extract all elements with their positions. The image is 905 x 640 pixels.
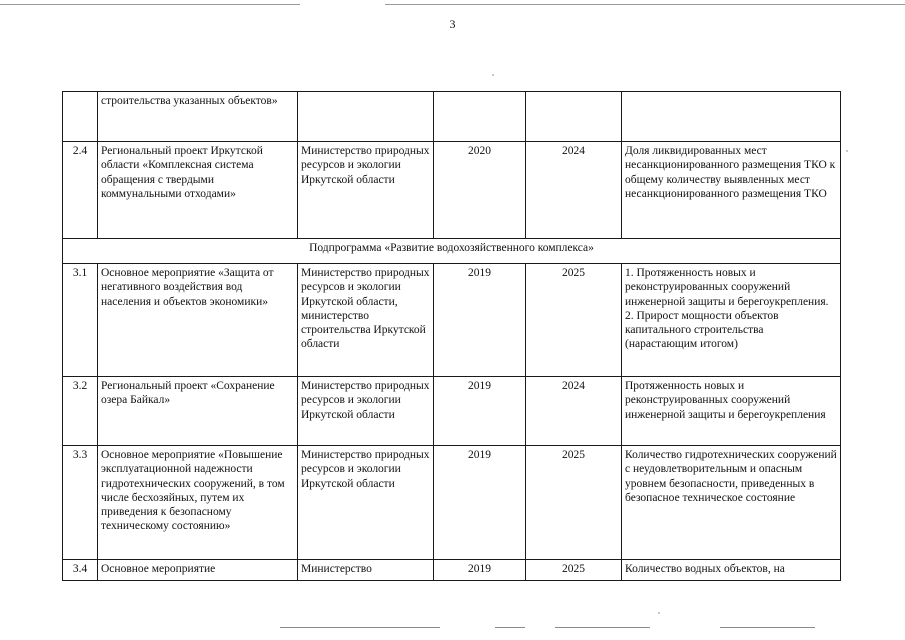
activity-name-cell: строительства указанных объектов» <box>98 92 298 142</box>
row-number-cell: 2.4 <box>63 142 98 239</box>
table-row <box>63 142 841 239</box>
start-year-cell: 2019 <box>434 264 526 377</box>
start-year-cell: 2019 <box>434 377 526 446</box>
result-cell <box>622 92 841 142</box>
subprogram-title: Подпрограмма «Развитие водохозяйственного комплекса» <box>63 239 841 264</box>
activity-name-cell: Основное мероприятие <box>98 560 298 581</box>
row-number-cell: 3.1 <box>63 264 98 377</box>
scan-line-bottom <box>555 627 650 628</box>
activity-name-cell: Региональный проект Иркутской области «Комплексная система обращения с твердыми коммунальными отходами» <box>98 142 298 239</box>
start-year-cell: 2020 <box>434 142 526 239</box>
end-year-cell: 2025 <box>526 560 622 581</box>
activity-name-cell: Региональный проект «Сохранение озера Байкал» <box>98 377 298 446</box>
scan-line-bottom <box>495 627 525 628</box>
table-row <box>63 264 841 377</box>
page-number: 3 <box>449 17 456 31</box>
start-year-cell: 2019 <box>434 446 526 560</box>
responsible-cell: Министерство природных ресурсов и экологии Иркутской области <box>298 142 434 239</box>
end-year-cell <box>526 92 622 142</box>
activity-name-cell: Основное мероприятие «Защита от негативного воздействия вод населения и объектов экономики» <box>98 264 298 377</box>
table-row <box>63 92 841 142</box>
scan-line-bottom <box>720 627 815 628</box>
responsible-cell: Министерство природных ресурсов и экологии Иркутской области <box>298 446 434 560</box>
end-year-cell: 2024 <box>526 142 622 239</box>
end-year-cell: 2025 <box>526 264 622 377</box>
start-year-cell <box>434 92 526 142</box>
activity-name-cell: Основное мероприятие «Повышение эксплуатационной надежности гидротехнических сооружений, в том числе бесхозяйных, путем их приведения к безопасному техническому состоянию» <box>98 446 298 560</box>
scan-speck <box>658 612 660 614</box>
row-number-cell <box>63 92 98 142</box>
result-cell: Количество водных объектов, на <box>622 560 841 581</box>
scan-line-top-right <box>385 4 905 5</box>
program-table <box>62 91 841 581</box>
row-number-cell: 3.4 <box>63 560 98 581</box>
result-line: 1. Протяженность новых и реконструированных сооружений инженерной защиты и берегоукрепления. <box>625 267 829 308</box>
scan-line-bottom <box>280 627 440 628</box>
scan-speck <box>492 74 494 76</box>
result-cell: Доля ликвидированных мест несанкционированного размещения ТКО к общему количеству выявленных мест несанкционированного размещения ТКО <box>622 142 841 239</box>
scan-line-top-left <box>0 4 300 5</box>
scan-speck <box>846 150 848 152</box>
table-row <box>63 446 841 560</box>
subprogram-row <box>63 239 841 264</box>
responsible-cell: Министерство природных ресурсов и экологии Иркутской области, министерство строительства Иркутской области <box>298 264 434 377</box>
result-line: 2. Прирост мощности объектов капитального строительства (нарастающим итогом) <box>625 309 779 351</box>
table-row <box>63 560 841 581</box>
result-cell <box>622 264 841 377</box>
responsible-cell: Министерство <box>298 560 434 581</box>
start-year-cell: 2019 <box>434 560 526 581</box>
end-year-cell: 2024 <box>526 377 622 446</box>
row-number-cell: 3.3 <box>63 446 98 560</box>
responsible-cell <box>298 92 434 142</box>
table-row <box>63 377 841 446</box>
result-cell: Количество гидротехнических сооружений с неудовлетворительным и опасным уровнем безопасности, приведенных в безопасное техническое состояние <box>622 446 841 560</box>
responsible-cell: Министерство природных ресурсов и экологии Иркутской области <box>298 377 434 446</box>
result-cell: Протяженность новых и реконструированных сооружений инженерной защиты и берегоукрепления <box>622 377 841 446</box>
end-year-cell: 2025 <box>526 446 622 560</box>
row-number-cell: 3.2 <box>63 377 98 446</box>
